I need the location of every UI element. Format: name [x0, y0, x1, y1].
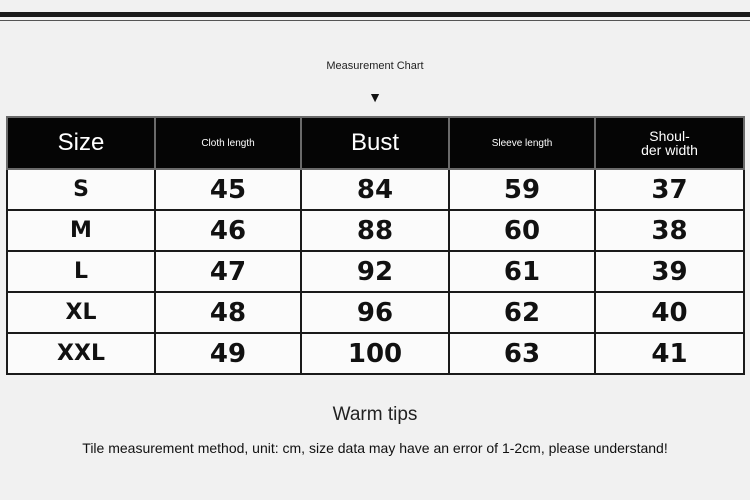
sleeve-length-cell: 61: [449, 251, 595, 292]
table-row: [7, 210, 744, 251]
sleeve-length-cell: 62: [449, 292, 595, 333]
top-border-thin: [0, 20, 750, 21]
sleeve-length-cell: 60: [449, 210, 595, 251]
shoulder-width-cell: 38: [595, 210, 744, 251]
table-row: [7, 169, 744, 210]
header-sleeve-length: Sleeve length: [449, 117, 595, 169]
sleeve-length-cell: 59: [449, 169, 595, 210]
bust-cell: 84: [301, 169, 449, 210]
header-row: [7, 117, 744, 169]
bust-cell: 96: [301, 292, 449, 333]
shoulder-width-cell: 37: [595, 169, 744, 210]
tips-text: Tile measurement method, unit: cm, size data may have an error of 1-2cm, please understand!: [82, 440, 668, 456]
header-shoulder-width: Shoul- der width: [595, 117, 744, 169]
bust-cell: 88: [301, 210, 449, 251]
top-border-thick: [0, 12, 750, 17]
shoulder-width-cell: 40: [595, 292, 744, 333]
size-cell: M: [7, 210, 155, 251]
shoulder-width-cell: 39: [595, 251, 744, 292]
down-arrow-icon: ▼: [368, 89, 382, 105]
cloth-length-cell: 47: [155, 251, 301, 292]
table-row: [7, 251, 744, 292]
chart-title: Measurement Chart: [326, 60, 424, 72]
bust-cell: 100: [301, 333, 449, 374]
size-cell: XXL: [7, 333, 155, 374]
table-row: [7, 292, 744, 333]
cloth-length-cell: 45: [155, 169, 301, 210]
size-table: [6, 116, 745, 375]
table-row: [7, 333, 744, 374]
cloth-length-cell: 48: [155, 292, 301, 333]
cloth-length-cell: 49: [155, 333, 301, 374]
size-cell: S: [7, 169, 155, 210]
sleeve-length-cell: 63: [449, 333, 595, 374]
size-cell: XL: [7, 292, 155, 333]
header-cloth-length: Cloth length: [155, 117, 301, 169]
shoulder-width-cell: 41: [595, 333, 744, 374]
header-bust: Bust: [301, 117, 449, 169]
tips-title: Warm tips: [332, 404, 418, 425]
bust-cell: 92: [301, 251, 449, 292]
size-cell: L: [7, 251, 155, 292]
header-size: Size: [7, 117, 155, 169]
cloth-length-cell: 46: [155, 210, 301, 251]
